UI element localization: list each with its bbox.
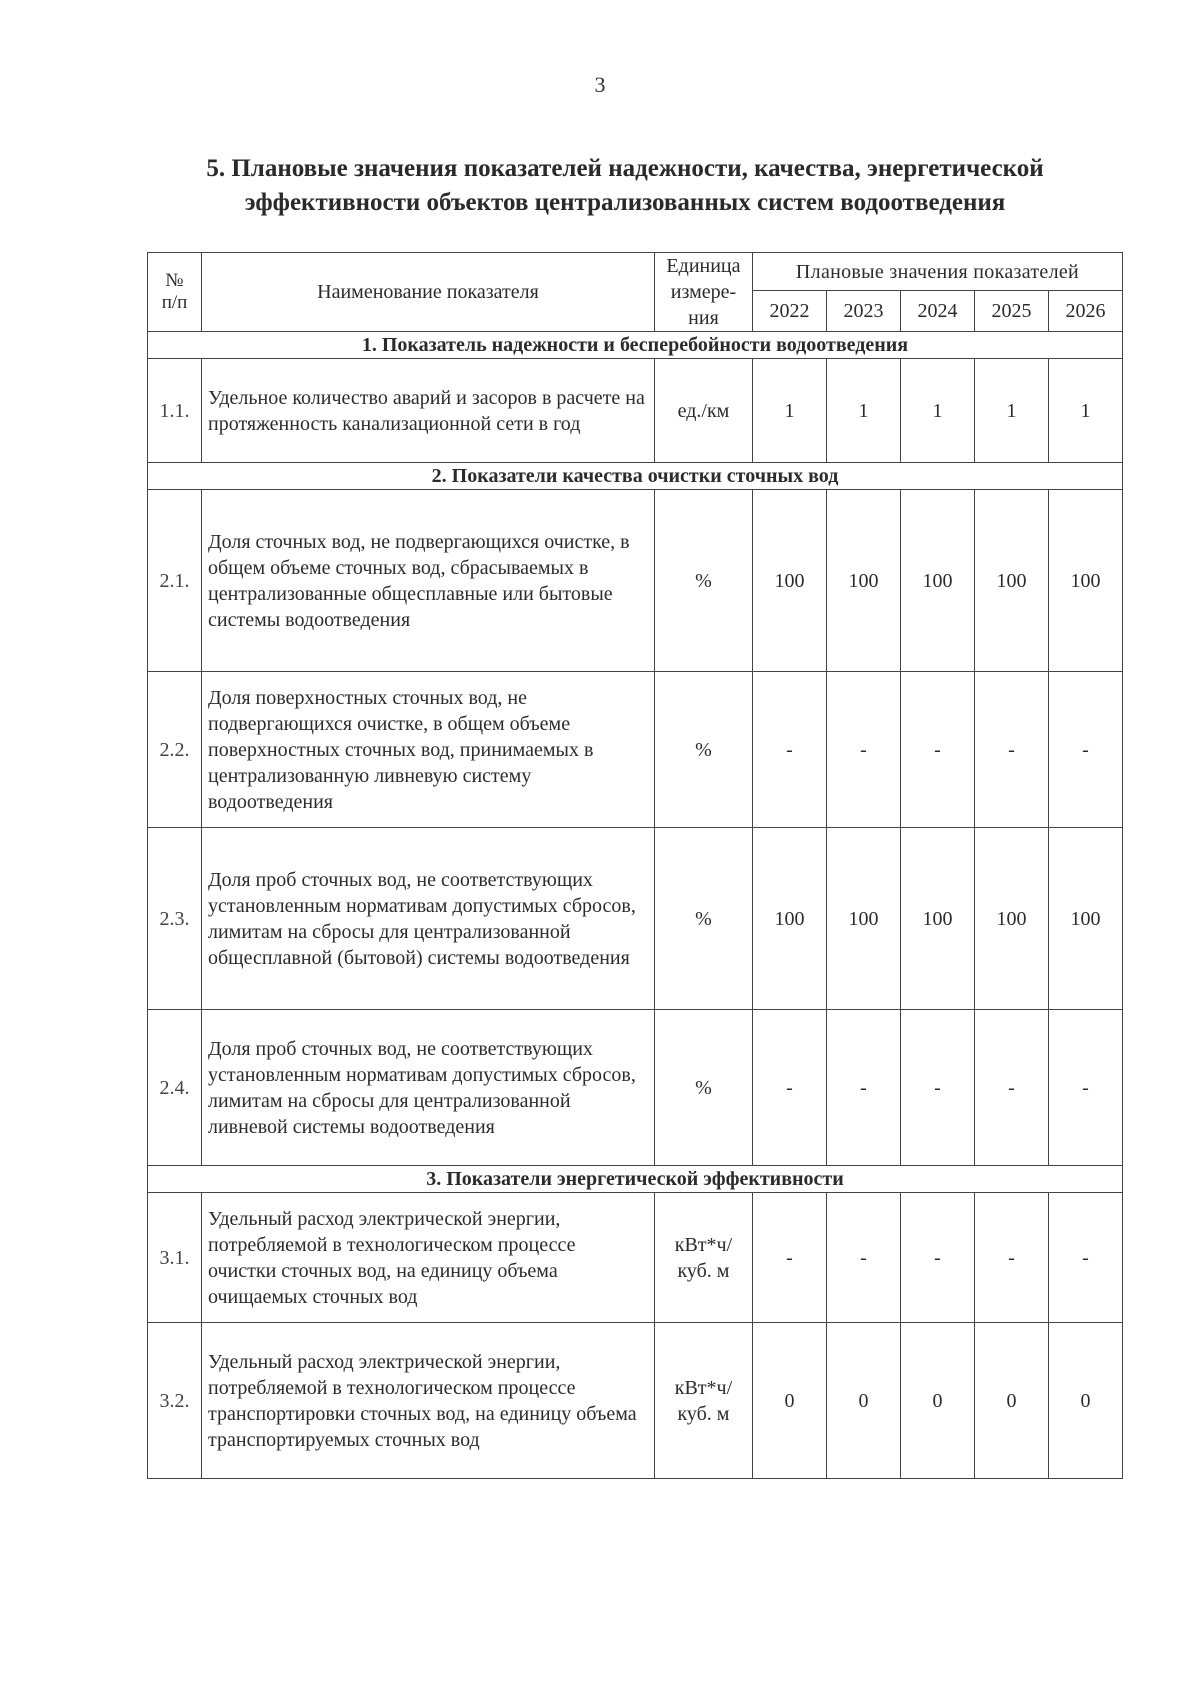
- value-2023: 0: [826, 1323, 900, 1479]
- value-2025: -: [974, 672, 1048, 828]
- value-2026: 1: [1048, 359, 1122, 463]
- row-number: 3.2.: [148, 1323, 202, 1479]
- indicator-name: Удельный расход электрической энергии, потребляемой в технологическом процессе очистки сточных вод, на единицу объема очищаемых сточных вод: [202, 1193, 655, 1323]
- value-2026: -: [1048, 1193, 1122, 1323]
- unit: %: [654, 672, 752, 828]
- header-year: 2026: [1048, 291, 1122, 332]
- value-2024: 0: [900, 1323, 974, 1479]
- header-number-abbrev: п/п: [161, 292, 188, 313]
- value-2026: 100: [1048, 490, 1122, 672]
- table-row: [148, 490, 1123, 672]
- indicator-name: Доля поверхностных сточных вод, не подвергающихся очистке, в общем объеме поверхностных сточных вод, принимаемых в централизованную ливневую систему водоотведения: [202, 672, 655, 828]
- header-unit-line-1: Единица: [666, 255, 741, 277]
- document-title: [140, 152, 1110, 220]
- unit: кВт*ч/ куб. м: [654, 1323, 752, 1479]
- row-number: 2.4.: [148, 1010, 202, 1166]
- value-2023: -: [826, 1193, 900, 1323]
- header-unit: [654, 253, 752, 332]
- value-2023: 1: [826, 359, 900, 463]
- value-2024: 100: [900, 490, 974, 672]
- value-2024: -: [900, 1010, 974, 1166]
- header-number: [148, 253, 202, 332]
- value-2022: -: [752, 1193, 826, 1323]
- value-2023: 100: [826, 490, 900, 672]
- header-unit-line-3: ния: [688, 307, 719, 329]
- header-year: 2025: [974, 291, 1048, 332]
- document-title-line-1: 5. Плановые значения показателей надежности, качества, энергетической: [206, 155, 1044, 182]
- indicators-table: [147, 252, 1123, 1479]
- row-number: 2.1.: [148, 490, 202, 672]
- unit: кВт*ч/ куб. м: [654, 1193, 752, 1323]
- table-row: [148, 1193, 1123, 1323]
- row-number: 1.1.: [148, 359, 202, 463]
- unit: %: [654, 828, 752, 1010]
- value-2025: 1: [974, 359, 1048, 463]
- table-row: [148, 1010, 1123, 1166]
- value-2025: -: [974, 1010, 1048, 1166]
- table-row: [148, 1323, 1123, 1479]
- indicator-name: Доля проб сточных вод, не соответствующих установленным нормативам допустимых сбросов, лимитам на сбросы для централизованной ливневой системы водоотведения: [202, 1010, 655, 1166]
- value-2022: -: [752, 1010, 826, 1166]
- unit: %: [654, 490, 752, 672]
- value-2026: -: [1048, 672, 1122, 828]
- table-row: [148, 359, 1123, 463]
- value-2026: -: [1048, 1010, 1122, 1166]
- header-planned-values: Плановые значения показателей: [752, 253, 1122, 291]
- value-2024: -: [900, 672, 974, 828]
- page-number: 3: [594, 72, 606, 97]
- header-year: 2023: [826, 291, 900, 332]
- section-title: 1. Показатель надежности и бесперебойности водоотведения: [148, 332, 1123, 359]
- table-row: [148, 828, 1123, 1010]
- table-row: [148, 672, 1123, 828]
- value-2022: 100: [752, 828, 826, 1010]
- document-title-line-2: эффективности объектов централизованных систем водоотведения: [244, 189, 1006, 216]
- indicator-name: Удельный расход электрической энергии, потребляемой в технологическом процессе транспортировки сточных вод, на единицу объема транспортируемых сточных вод: [202, 1323, 655, 1479]
- section-row: [148, 463, 1123, 490]
- value-2022: 0: [752, 1323, 826, 1479]
- header-year: 2022: [752, 291, 826, 332]
- indicator-name: Доля сточных вод, не подвергающихся очистке, в общем объеме сточных вод, сбрасываемых в централизованные общесплавные или бытовые системы водоотведения: [202, 490, 655, 672]
- value-2024: -: [900, 1193, 974, 1323]
- value-2023: 100: [826, 828, 900, 1010]
- header-unit-line-2: измере-: [670, 281, 737, 303]
- header-row: [148, 253, 1123, 291]
- value-2023: -: [826, 672, 900, 828]
- row-number: 2.3.: [148, 828, 202, 1010]
- header-year: 2024: [900, 291, 974, 332]
- indicator-name: Удельное количество аварий и засоров в расчете на протяженность канализационной сети в год: [202, 359, 655, 463]
- unit: ед./км: [654, 359, 752, 463]
- value-2024: 1: [900, 359, 974, 463]
- value-2026: 100: [1048, 828, 1122, 1010]
- section-title: 2. Показатели качества очистки сточных вод: [148, 463, 1123, 490]
- value-2022: 100: [752, 490, 826, 672]
- unit: %: [654, 1010, 752, 1166]
- value-2026: 0: [1048, 1323, 1122, 1479]
- row-number: 3.1.: [148, 1193, 202, 1323]
- section-title: 3. Показатели энергетической эффективности: [148, 1166, 1123, 1193]
- section-row: [148, 332, 1123, 359]
- indicator-name: Доля проб сточных вод, не соответствующих установленным нормативам допустимых сбросов, лимитам на сбросы для централизованной общесплавной (бытовой) системы водоотведения: [202, 828, 655, 1010]
- value-2024: 100: [900, 828, 974, 1010]
- header-number-symbol: №: [165, 270, 184, 291]
- value-2025: -: [974, 1193, 1048, 1323]
- value-2022: -: [752, 672, 826, 828]
- value-2025: 0: [974, 1323, 1048, 1479]
- value-2025: 100: [974, 828, 1048, 1010]
- value-2025: 100: [974, 490, 1048, 672]
- section-row: [148, 1166, 1123, 1193]
- row-number: 2.2.: [148, 672, 202, 828]
- header-indicator-name: Наименование показателя: [202, 253, 655, 332]
- value-2022: 1: [752, 359, 826, 463]
- value-2023: -: [826, 1010, 900, 1166]
